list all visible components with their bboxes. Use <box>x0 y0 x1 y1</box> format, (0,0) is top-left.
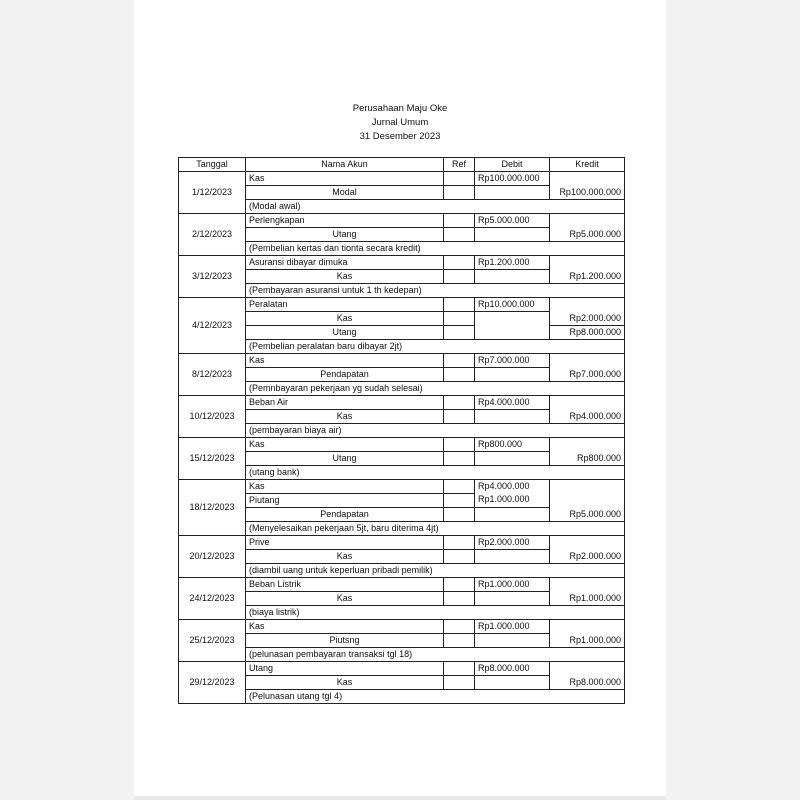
journal-note-row <box>179 606 625 620</box>
debit-amount: Rp5.000.000 <box>478 215 530 225</box>
debit-amount: Rp1.000.000 <box>478 579 530 589</box>
entry-note: (Pembayaran asuransi untuk 1 th kedepan) <box>246 284 625 298</box>
credit-amount: Rp8.000.000 <box>550 326 625 340</box>
debit-empty-cell <box>475 676 550 690</box>
entry-date: 2/12/2023 <box>179 214 246 256</box>
credit-amount: Rp5.000.000 <box>569 509 621 519</box>
journal-line <box>179 298 625 312</box>
entry-note: (diambil uang untuk keperluan pribadi pemilik) <box>246 564 625 578</box>
entry-note: (biaya listrik) <box>246 606 625 620</box>
ref-cell <box>444 410 475 424</box>
credit-amount: Rp2.000.000 <box>569 313 621 323</box>
entry-date: 15/12/2023 <box>179 438 246 480</box>
credit-amount: Rp4.000.000 <box>569 411 621 421</box>
account-name: Pendapatan <box>246 368 444 382</box>
journal-line <box>179 578 625 592</box>
journal-note-row <box>179 690 625 704</box>
entry-date: 25/12/2023 <box>179 620 246 662</box>
credit-amount: Rp800.000 <box>576 453 621 463</box>
entry-date: 3/12/2023 <box>179 256 246 298</box>
account-name: Kas <box>246 172 444 186</box>
ref-cell <box>444 256 475 270</box>
credit-amount-cell <box>550 578 625 606</box>
ref-cell <box>444 396 475 410</box>
entry-date: 4/12/2023 <box>179 298 246 354</box>
debit-empty-cell <box>475 270 550 284</box>
account-name: Asuransi dibayar dimuka <box>246 256 444 270</box>
ref-cell <box>444 298 475 312</box>
account-name: Utang <box>246 326 444 340</box>
journal-note-row <box>179 382 625 396</box>
column-header-tanggal: Tanggal <box>179 158 246 172</box>
journal-entries <box>179 172 625 704</box>
column-header-nama-akun: Nama Akun <box>246 158 444 172</box>
debit-empty-cell <box>475 410 550 424</box>
credit-amount-cell <box>550 256 625 284</box>
journal-note-row <box>179 564 625 578</box>
account-name: Kas <box>246 592 444 606</box>
debit-amount-cell <box>475 298 550 312</box>
journal-note-row <box>179 522 625 536</box>
credit-amount-cell <box>550 536 625 564</box>
journal-note-row <box>179 424 625 438</box>
journal-line <box>179 480 625 494</box>
ref-cell <box>444 326 475 340</box>
account-name: Modal <box>246 186 444 200</box>
journal-note-row <box>179 648 625 662</box>
ref-cell <box>444 494 475 508</box>
entry-note: (Pelunasan utang tgl 4) <box>246 690 625 704</box>
entry-date: 20/12/2023 <box>179 536 246 578</box>
company-name: Perusahaan Maju Oke <box>352 103 448 114</box>
account-name: Perlengkapan <box>246 214 444 228</box>
credit-amount-cell <box>550 172 625 200</box>
entry-note: (Pembelian peralatan baru dibayar 2jt) <box>246 340 625 354</box>
debit-empty-cell <box>475 228 550 242</box>
debit-amount-cell <box>475 536 550 550</box>
ref-cell <box>444 452 475 466</box>
journal-line <box>179 326 625 340</box>
ref-cell <box>444 438 475 452</box>
journal-note-row <box>179 200 625 214</box>
ref-cell <box>444 186 475 200</box>
journal-note-row <box>179 466 625 480</box>
debit-amount: Rp4.000.000 <box>478 481 530 491</box>
debit-empty-cell <box>475 312 550 340</box>
ref-cell <box>444 676 475 690</box>
account-name: Kas <box>246 480 444 494</box>
account-name: Kas <box>246 270 444 284</box>
entry-note: (Modal awal) <box>246 200 625 214</box>
debit-amount: Rp1.000.000 <box>478 494 530 504</box>
debit-amount: Rp2.000.000 <box>478 537 530 547</box>
credit-amount: Rp7.000.000 <box>569 369 621 379</box>
entry-date: 1/12/2023 <box>179 172 246 214</box>
account-name: Kas <box>246 354 444 368</box>
journal-note-row <box>179 284 625 298</box>
column-header-debit: Debit <box>475 158 550 172</box>
ref-cell <box>444 312 475 326</box>
debit-empty-cell <box>475 550 550 564</box>
debit-amount-cell <box>475 396 550 410</box>
entry-note: (Pembelian kertas dan tionta secara kredit) <box>246 242 625 256</box>
account-name: Utang <box>246 452 444 466</box>
credit-amount: Rp100.000.000 <box>559 187 621 197</box>
debit-amount-cell <box>475 354 550 368</box>
column-header-ref: Ref <box>444 158 475 172</box>
debit-amount: Rp800.000 <box>478 439 523 449</box>
account-name: Kas <box>246 550 444 564</box>
debit-empty-cell <box>475 452 550 466</box>
account-name: Beban Listrik <box>246 578 444 592</box>
journal-table <box>178 157 625 704</box>
account-name: Kas <box>246 410 444 424</box>
journal-line <box>179 256 625 270</box>
entry-note: (Menyelesaikan pekerjaan 5jt, baru diterima 4jt) <box>246 522 625 536</box>
credit-amount: Rp1.200.000 <box>569 271 621 281</box>
account-name: Kas <box>246 312 444 326</box>
ref-cell <box>444 354 475 368</box>
column-header-kredit: Kredit <box>550 158 625 172</box>
debit-amount-cell <box>475 662 550 676</box>
debit-amount: Rp1.200.000 <box>478 257 530 267</box>
entry-note: (utang bank) <box>246 466 625 480</box>
debit-amount: Rp100.000.000 <box>478 173 540 183</box>
debit-empty-cell <box>475 592 550 606</box>
journal-line <box>179 396 625 410</box>
account-name: Kas <box>246 676 444 690</box>
entry-note: (Pemnbayaran pekerjaan yg sudah selesai) <box>246 382 625 396</box>
credit-amount: Rp5.000.000 <box>569 229 621 239</box>
report-title: Jurnal Umum <box>371 117 429 128</box>
journal-line <box>179 620 625 634</box>
entry-date: 29/12/2023 <box>179 662 246 704</box>
document-heading <box>134 102 666 144</box>
credit-amount: Rp8.000.000 <box>569 677 621 687</box>
account-name: Beban Air <box>246 396 444 410</box>
ref-cell <box>444 508 475 522</box>
report-date: 31 Desember 2023 <box>359 131 441 142</box>
account-name: Utang <box>246 228 444 242</box>
credit-amount-cell <box>550 438 625 466</box>
credit-amount-cell <box>550 354 625 382</box>
debit-amount: Rp7.000.000 <box>478 355 530 365</box>
debit-amount-cell <box>475 214 550 228</box>
journal-line <box>179 662 625 676</box>
journal-line <box>179 438 625 452</box>
credit-amount: Rp2.000.000 <box>569 551 621 561</box>
credit-amount-cell <box>550 480 625 522</box>
ref-cell <box>444 172 475 186</box>
page-edge <box>134 796 666 800</box>
entry-note: (pelunasan pembayaran transaksi tgl 18) <box>246 648 625 662</box>
ref-cell <box>444 536 475 550</box>
ref-cell <box>444 368 475 382</box>
account-name: Peralatan <box>246 298 444 312</box>
debit-amount-cell <box>475 438 550 452</box>
entry-date: 10/12/2023 <box>179 396 246 438</box>
ref-cell <box>444 592 475 606</box>
account-name: Prive <box>246 536 444 550</box>
credit-amount: Rp1.000.000 <box>569 635 621 645</box>
journal-note-row <box>179 242 625 256</box>
journal-line <box>179 354 625 368</box>
account-name: Utang <box>246 662 444 676</box>
journal-note-row <box>179 340 625 354</box>
account-name: Kas <box>246 620 444 634</box>
ref-cell <box>444 270 475 284</box>
ref-cell <box>444 228 475 242</box>
ref-cell <box>444 214 475 228</box>
debit-amount: Rp1.000.000 <box>478 621 530 631</box>
debit-amount-cell <box>475 256 550 270</box>
account-name: Piutsng <box>246 634 444 648</box>
ref-cell <box>444 550 475 564</box>
debit-empty-cell <box>475 634 550 648</box>
ref-cell <box>444 480 475 494</box>
debit-empty-cell <box>475 368 550 382</box>
debit-amount-cell <box>475 480 550 508</box>
debit-empty-cell <box>475 186 550 200</box>
ref-cell <box>444 620 475 634</box>
debit-amount: Rp8.000.000 <box>478 663 530 673</box>
account-name: Piutang <box>246 494 444 508</box>
entry-note: (pembayaran biaya air) <box>246 424 625 438</box>
entry-date: 18/12/2023 <box>179 480 246 536</box>
entry-date: 8/12/2023 <box>179 354 246 396</box>
account-name: Pendapatan <box>246 508 444 522</box>
table-header-row <box>179 158 625 172</box>
account-name: Kas <box>246 438 444 452</box>
entry-date: 24/12/2023 <box>179 578 246 620</box>
debit-amount: Rp4.000.000 <box>478 397 530 407</box>
debit-amount: Rp10.000.000 <box>478 299 535 309</box>
credit-amount-cell <box>550 396 625 424</box>
ref-cell <box>444 662 475 676</box>
credit-amount-cell <box>550 298 625 326</box>
credit-amount: Rp1.000.000 <box>569 593 621 603</box>
debit-empty-cell <box>475 508 550 522</box>
journal-line <box>179 214 625 228</box>
debit-amount-cell <box>475 620 550 634</box>
debit-amount-cell <box>475 172 550 186</box>
credit-amount-cell <box>550 620 625 648</box>
ref-cell <box>444 634 475 648</box>
journal-line <box>179 172 625 186</box>
journal-line <box>179 536 625 550</box>
credit-amount-cell <box>550 214 625 242</box>
debit-amount-cell <box>475 578 550 592</box>
ref-cell <box>444 578 475 592</box>
credit-amount-cell <box>550 662 625 690</box>
